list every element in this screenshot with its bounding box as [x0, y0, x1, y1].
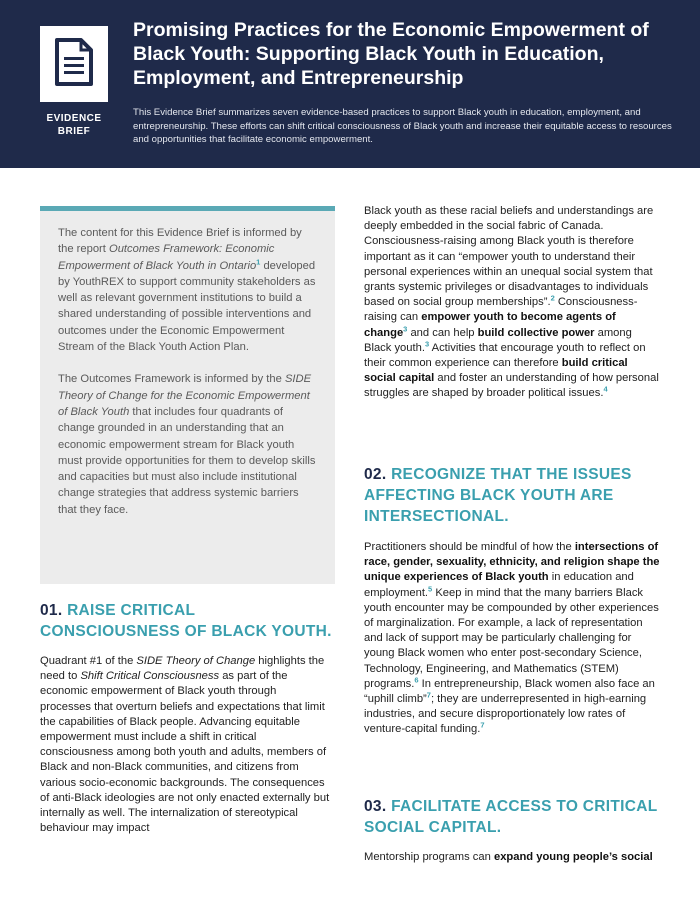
- section-1-heading: 01. RAISE CRITICAL CONSCIOUSNESS OF BLACK YOUTH.: [40, 602, 332, 640]
- continuation-text: Black youth as these racial beliefs and understandings are deeply embedded in the social fabric of Canada. Consciousness-raising among Black youth is therefore important as it can “empower youth to understand their personal experiences within an unequal social system that grants systemic privileges or disadvantages to individuals based on social group memberships”.$^2$ Consciousness-raising can empower youth to become agents of change$^3$ and can help build collective power among Black youth.$^3$ Activities that encourage youth to reflect on their common experience can therefore build critical social capital and foster an understanding of how personal struggles are shaped by broader political issues.$^4$: [364, 205, 659, 400]
- badge-line-2: BRIEF: [57, 126, 91, 137]
- section-3-heading: 03. FACILITATE ACCESS TO CRITICAL SOCIAL CAPITAL.: [364, 798, 658, 836]
- summary-text: This Evidence Brief summarizes seven evidence-based practices to support Black youth in education, employment, and entrepreneurship. These efforts can shift critical consciousness of Black youth and increase their equitable access to resources and opportunities that facilitate economic empowerment.: [133, 107, 672, 145]
- section-1-body: Quadrant #1 of the SIDE Theory of Change highlights the need to Shift Critical Consciousness as part of the economic empowerment of Black youth through processes that overturn beliefs and expectations that limit the capabilities of Black people. Advancing equitable empowerment must include a shift in critical consciousness among both youth and adults, members of Black and non-Black communities, and citizens from various socio-economic backgrounds. The consequences of anti-Black ideologies are not only enacted externally but internally as well. The internalization of stereotypical behaviour may impact: [40, 655, 330, 835]
- section-2-body: Practitioners should be mindful of how the intersections of race, gender, sexuality, ethnicity, and religion shape the unique experiences of Black youth in education and employment.$^5$ Keep in mind that the many barriers Black youth encounter may be compounded by other experiences of marginalization. For example, a lack of representation and lack of support may be particularly challenging for young Black women who enter post-secondary Science, Technology, Engineering, and Mathematics (STEM) programs.$^6$ In entrepreneurship, Black women also face an “uphill climb”$^7$; they are underrepresented in high-earning industries, and secure disproportionately low rates of venture-capital funding.$^7$: [364, 541, 660, 736]
- document-icon: [54, 37, 94, 92]
- header-banner: [0, 0, 700, 168]
- evidence-brief-label: [34, 112, 114, 138]
- context-box: [40, 206, 335, 584]
- section-2-heading: 02. RECOGNIZE THAT THE ISSUES AFFECTING BLACK YOUTH ARE INTERSECTIONAL.: [364, 466, 632, 525]
- context-paragraph-2: The Outcomes Framework is informed by the SIDE Theory of Change for the Economic Empowerment of Black Youth that includes four quadrants of change grounded in an understanding that an economic empowerment stream for Black youth must provide opportunities for them to develop skills and capacities but must also include institutional change strategies that address systemic barriers that they face.: [58, 373, 316, 516]
- context-paragraph-1: The content for this Evidence Brief is informed by the report Outcomes Framework: Economic Empowerment of Black Youth in Ontario$^1$ developed by YouthREX to support community stakeholders as well as relevant government institutions to build a shared understanding of possible interventions and outcomes under the Economic Empowerment Stream of the Black Youth Action Plan.: [58, 227, 316, 354]
- section-3-body: Mentorship programs can expand young people’s social: [364, 851, 653, 863]
- badge-line-1: EVIDENCE: [46, 113, 102, 124]
- page-title: Promising Practices for the Economic Empowerment of Black Youth: Supporting Black Youth in Education, Employment, and Entrepreneurship: [133, 19, 649, 89]
- evidence-brief-badge: [40, 26, 108, 102]
